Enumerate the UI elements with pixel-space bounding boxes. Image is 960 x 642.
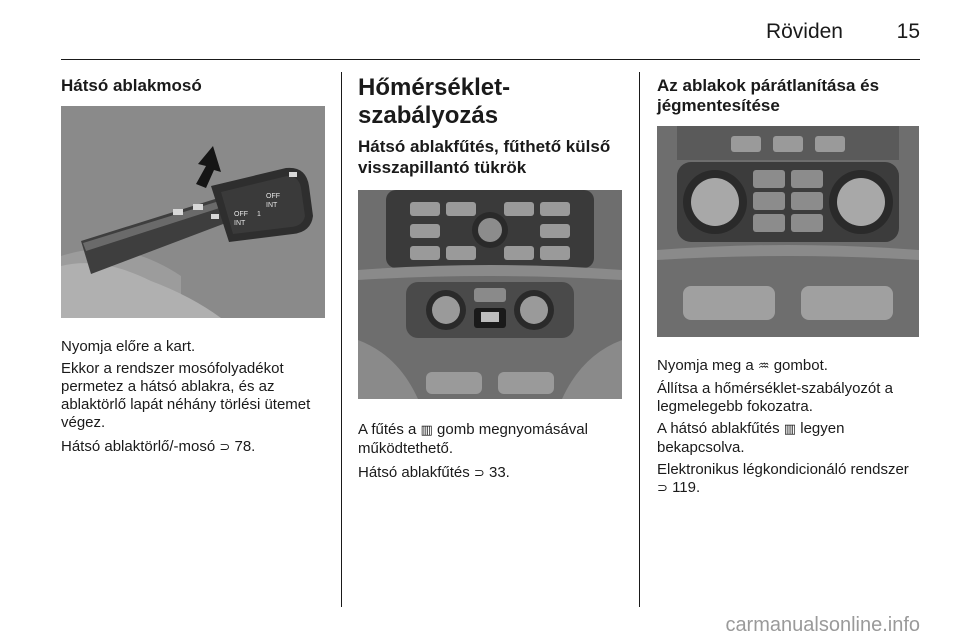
page-header [0, 0, 960, 62]
stalk-label-1: 1 [257, 211, 261, 218]
cross-reference-air-conditioning[interactable] [657, 461, 921, 498]
rear-window-heating-icon: ▥ [783, 422, 797, 437]
climate-panel-illustration [657, 126, 919, 337]
ref-page: 119. [672, 479, 701, 496]
ref-page: 78. [234, 438, 256, 455]
rear-window-heating-icon: ▥ [420, 423, 433, 438]
text-fragment: A hátsó ablakfűtés [657, 420, 780, 437]
stalk-label-int: INT [266, 202, 278, 209]
header-rule [61, 59, 920, 60]
stalk-label-int-2: INT [234, 220, 246, 227]
watermark: carmanualsonline.info [725, 614, 920, 636]
stalk-label-off-2: OFF [234, 211, 248, 218]
cross-reference-rear-heating[interactable] [358, 464, 624, 483]
ref-arrow-icon: ⊃ [473, 466, 485, 481]
ref-arrow-icon: ⊃ [219, 440, 231, 455]
text-fragment: gombot. [773, 357, 828, 374]
ref-arrow-icon: ⊃ [657, 481, 668, 496]
paragraph-temperature: Állítsa a hőmérséklet-szabályozót a legmelegebb fokozatra. [657, 380, 893, 415]
center-console-figure [358, 190, 622, 399]
wiper-stalk-figure [61, 106, 325, 318]
column-defrost [657, 76, 921, 498]
wiper-stalk-illustration [61, 106, 325, 318]
heading-defrost: Az ablakok párátlanítása és jégmentesítése [657, 76, 880, 115]
section-title: Röviden [765, 20, 843, 43]
ref-page: 33. [488, 464, 510, 481]
ref-text: Elektronikus légkondicionáló rendszer [657, 461, 909, 478]
page-number: 15 [896, 20, 920, 43]
text-fragment: legyen bekapcsolva. [657, 420, 845, 456]
heading-climate-control: Hőmérséklet-szabályozás [358, 74, 511, 129]
paragraph-rear-heating-on [657, 420, 921, 457]
column-rear-washer [61, 76, 325, 457]
subheading-rear-window-heating: Hátsó ablakfűtés, fűthető külső visszapillantó tükrök [358, 137, 611, 177]
paragraph-press-defrost [657, 357, 921, 376]
ref-text: Hátsó ablaktörlő/-mosó [61, 438, 216, 455]
paragraph-push-lever: Nyomja előre a kart. [61, 338, 196, 355]
cross-reference-rear-wiper[interactable] [61, 438, 325, 457]
text-fragment: Nyomja meg a [657, 357, 754, 374]
paragraph-heating-button [358, 421, 624, 458]
defrost-icon: ♒ [757, 359, 770, 374]
stalk-label-off: OFF [266, 193, 280, 200]
text-fragment: A fűtés a [358, 421, 417, 438]
text-fragment: gomb megnyomásával működtethető. [358, 421, 588, 457]
heading-rear-washer: Hátsó ablakmosó [61, 76, 202, 95]
column-divider [341, 72, 342, 607]
center-console-illustration [358, 190, 622, 399]
paragraph-washer-description: Ekkor a rendszer mosófolyadékot permetez a hátsó ablakra, és az ablaktörlő lapát néhány törlési ütemet végez. [61, 360, 311, 431]
column-divider [639, 72, 640, 607]
column-climate-control [358, 74, 624, 483]
ref-text: Hátsó ablakfűtés [358, 464, 470, 481]
climate-panel-figure [657, 126, 919, 337]
